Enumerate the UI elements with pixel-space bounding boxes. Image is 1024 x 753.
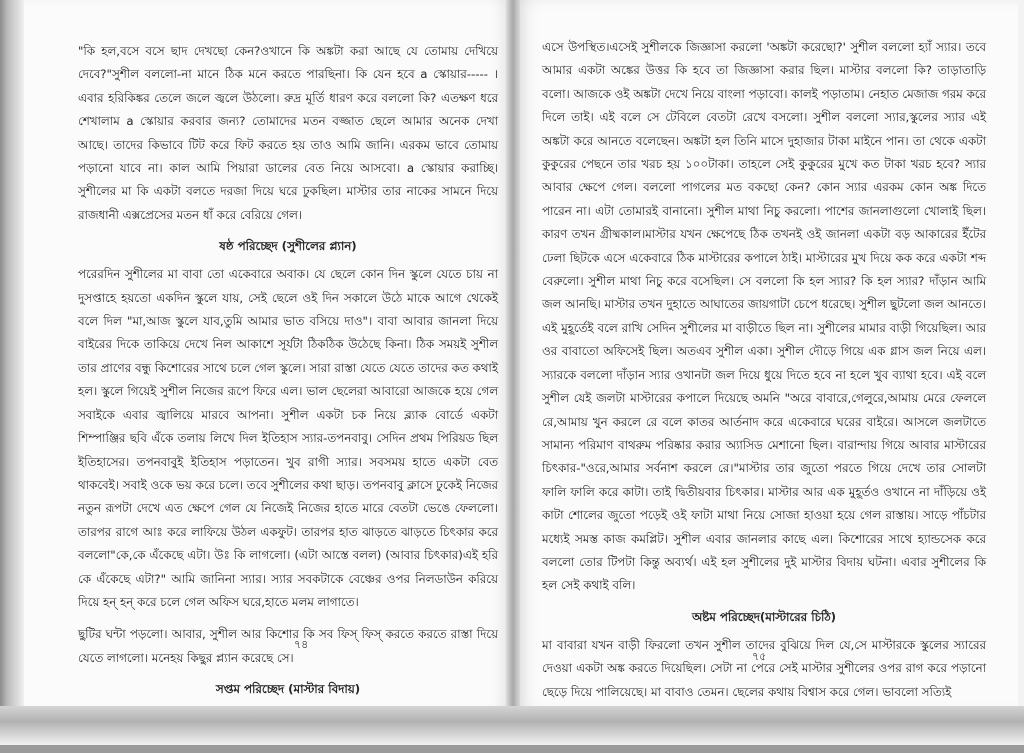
paragraph: মা বাবারা যখন বাড়ী ফিরলো তখন সুশীল তাদের বুঝিয়ে দিল যে,সে মাস্টারকে স্কুলের স্যারের দেওয়া একটা অঙ্ক করতে দিয়েছিল। সেটা না পেরে সেই মাস্টার সুশীলের ওপর রাগ করে পড়ানো ছেড়ে দিয়ে পালিয়েছে। মা বাবাও তেমন। ছেলের কথায় বিশ্বাস করে গেল। ভাবলো সত্যিই [542,637,986,699]
book-gutter [506,0,520,712]
paragraph: ছুটির ঘন্টা পড়লো। আবার, সুশীল আর কিশোর কি সব ফিস্‌ ফিস্‌ করতে করতে রাস্তা দিয়ে যেতে লাগলো। মনেহয় কিছুর প্ল্যান করেছে সে। [78,627,498,665]
chapter-heading: ষষ্ঠ পরিচ্ছেদ (সুশীলের প্ল্যান) [219,239,357,254]
chapter-heading: অষ্টম পরিচ্ছেদ(মাস্টারের চিঠি) [691,609,837,624]
right-page [512,0,1018,712]
chapter-heading: সপ্তম পরিচ্ছেদ (মাস্টার বিদায়) [215,682,361,697]
page-number: ৭৪ [294,638,309,651]
left-page-text [78,40,498,753]
paragraph: "কি হল,বসে বসে ছাদ দেখছো কেন?ওখানে কি অঙ্কটা করা আছে যে তোমায় দেখিয়ে দেবে?"সুশীল বললো-না মানে ঠিক মনে করতে পারছিনা। কি যেন হবে a স্কোয়ার----- । এবার হরিকিঙ্কর তেলে জলে জ্বলে উঠলো। রুদ্র মূর্তি ধারণ করে বললো কি? এতক্ষণ ধরে শেখালাম a স্কোয়ার করবার জন্য? তোমাদের মতন বজ্জাত ছেলে আমার অনেক দেখা আছে। তাদের কিভাবে টিট করে ফিট করতে হয় তাও আমি জানি। এরকম ভাবে তোমায় পড়ানো যাবে না। কাল আমি পিয়ারা ডালের বেত নিয়ে আসবো। a স্কোয়ার করাচ্ছি। সুশীলের মা কি একটা বলতে দরজা দিয়ে ঘরে ঢুকছিল। মাস্টার তার নাকের সামনে দিয়ে রাজধানী এক্সপ্রেসের মতন ধাঁ করে বেরিয়ে গেল। [78,44,498,222]
paragraph: এসে উপস্থিত।এসেই সুশীলকে জিজ্ঞাসা করলো 'অঙ্কটা করেছো?' সুশীল বললো হ্যাঁ স্যার। তবে আমার একটা অঙ্কের উত্তর কি হবে তা জিজ্ঞাসা করার ছিল। মাস্টার বললো কি? তাড়াতাড়ি বলো। আজকে ওই অঙ্কটা দেখে নিয়ে বাংলা পড়াবো। কালই পড়াতাম। নেহাত মেজাজ গরম করে দিলে তাই। এই বলে সে টেবিলে বেতটা রেখে বসলো। সুশীল বললো স্যার,স্কুলের স্যার এই অঙ্কটা করে আনতে বলেছেন। অঙ্কটা হল তিনি মাসে দুহাজার টাকা মাইনে পান। তা থেকে একটা কুকুরের পেছনে তার খরচ হয় ১০০টাকা। তাহলে সেই কুকুরের মুখে কত টাকা খরচ হবে? স্যার আবার ক্ষেপে গেল। বললো পাগলের মত বকছো কেন? কোন স্যার এরকম কোন অঙ্ক দিতে পারেন না। এটা তোমারই বানানো। সুশীল মাথা নিচু করলো। পাশের জানলাগুলো খোলাই ছিল। কারণ তখন গ্রীষ্মকাল।মাস্টার যখন ক্ষেপেছে ঠিক তখনই ওই জানলা একটা বড় আকারের ইঁটের ঢেলা ছিটকে এসে একেবারে ঠিক মাস্টারের কপালে ঠাই। মাস্টারের মুখ দিয়ে কক করে একটা শব্দ বেরুলো। সুশীল মাথা নিচু করে বসেছিল। সে বললো কি হল স্যার? কি হল স্যার? দাঁড়ান আমি জল আনছি। মাস্টার তখন দুহাতে আঘাতের জায়গাটা চেপে ধরেছে। সুশীল ছুটলো জল আনতে। এই মুহূর্তেই বলে রাখি সেদিন সুশীলের মা বাড়ীতে ছিল না। সুশীলের মামার বাড়ী গিয়েছিল। আর ওর বাবাতো অফিসেই ছিল। অতএব সুশীল একা। সুশীল দৌড়ে গিয়ে এক গ্লাস জল নিয়ে এল। স্যারকে বললো দাঁড়ান স্যার ওখানটা জল দিয়ে ধুয়ে দিতে হবে না হলে খুব ব্যাথা হবে। এই বলে সুশীল যেই জলটা মাস্টারের কপালে দিয়েছে অমনি "অরে বাবারে,গেলুরে,আমায় মেরে ফেললে রে,আমায় খুন করলে রে বলে কাতর আর্তনাদ করে একেবারে ঘরের বাইরে। আসলে জলটাতে সামান্য পরিমাণ বাথরুম পরিষ্কার করার অ্যাসিড মেশানো ছিল। বারান্দায় গিয়ে আবার মাস্টারের চিৎকার-"ওরে,আমার সর্বনাশ করলে রে।"মাস্টার তার জুতো পরতে গিয়ে দেখে তার সোলটা ফালি ফালি করে কাটা। তাই দ্বিতীয়বার চিৎকার। মাস্টার আর এক মুহূর্তও ওখানে না দাঁড়িয়ে ওই কাটা শোলের জুতো পড়েই ওই ফাটা মাথা নিয়ে সোজা হাওয়া হয়ে গেল রাস্তায়। সাড়ে পাঁচটার মধ্যেই সমস্ত কাজ কমপ্লিট। সুশীল এবার জানলার কাছে এল। কিশোরের সাথে হ্যান্ডসেক করে বললো তোর টিপটা কিন্তু অব্যর্থ। এই হল সুশীলের দুই মাস্টার বিদায় ঘটনা। এবার সুশীলের কি হল সেই কথাই বলি। [542,40,986,593]
page-number: ৭৫ [752,650,767,663]
right-page-text [542,36,986,704]
paragraph: পরেরদিন সুশীলের মা বাবা তো একেবারে অবাক। যে ছেলে কোন দিন স্কুলে যেতে চায় না দুসপ্তাহে হয়তো একদিন স্কুলে যায়, সেই ছেলে ওই দিন সকালে উঠে মাকে আগে থেকেই বলে দিল "মা,আজ স্কুলে যাব,তুমি আমার ভাত বসিয়ে দাও"। বাবা আবার জানলা দিয়ে বাইরের দিকে তাকিয়ে দেখে নিল আকাশে সূর্যটা ঠিকঠিক উঠেছে কিনা। ঠিক সময়ই সুশীল তার প্রাণের বন্ধু কিশোরের সাথে চলে গেল স্কুলে। সারা রাস্তা যেতে যেতে তাদের কত কথাই হল। স্কুলে গিয়েই সুশীল নিজের রূপে ফিরে এল। ভাল ছেলেরা আবারো আজকে হয়ে গেল সবাইকে এবার জ্বালিয়ে মারবে আপনা। সুশীল একটা চক নিয়ে ব্ল্যাক বোর্ডে একটা শিম্পাঞ্জির ছবি এঁকে তলায় লিখে দিল ইতিহাস স্যার-তপনবাবু। সেদিন প্রথম পিরিয়ড ছিল ইতিহাসের। তপনবাবুই ইতিহাস পড়াতেন। খুব রাগী স্যার। সবসময় হাতে একটা বেত থাকবেই। সবাই ওকে ভয় করে চলে। তবে সুশীলের কথা ছাড়। তপনবাবু ক্লাসে ঢুকেই নিজের নতুন রূপটা দেখে এত ক্ষেপে গেল যে নিজেই নিজের হাতে মারে বেতটা ভেঙে ফেললো।তারপর রাগে আঃ করে লাফিয়ে উঠল একফুট। তারপর হাত ঝাড়তে ঝাড়তে চিৎকার করে বললো"কে,কে এঁকেছে এটা। উঃ কি লাগলো। (এটা আস্তে বলল) (আবার চিৎকার)এই হরি কে এঁকেছে এটা?" আমি জানিনা স্যার। স্যার সবকটাকে বেঞ্চের ওপর নিলডাউন করিয়ে দিয়ে হন্‌ হন্‌ করে চলে গেল অফিস ঘরে,হাতে মলম লাগাতে। [78,267,498,609]
page-edge [0,706,1024,745]
left-page [24,0,512,712]
